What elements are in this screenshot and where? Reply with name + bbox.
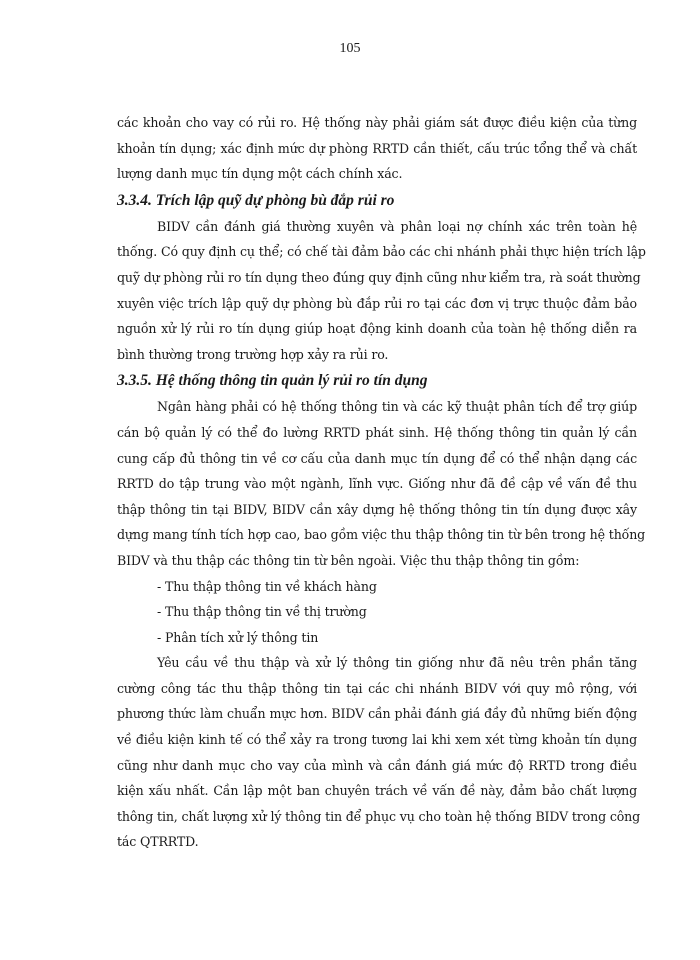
page-body	[117, 110, 646, 855]
text-line: Yêu cầu về thu thập và xử lý thông tin giống như đã nêu trên phần tăng	[157, 655, 637, 671]
text-line: thông tin, chất lượng xử lý thông tin để phục vụ cho toàn hệ thống BIDV trong công	[117, 808, 641, 824]
text-line: kiện xấu nhất. Cần lập một ban chuyên trách về vấn đề này, đảm bảo chất lượng	[117, 783, 637, 799]
list-item: - Thu thập thông tin về khách hàng	[157, 578, 377, 594]
text-line: các khoản cho vay có rủi ro. Hệ thống này phải giám sát được điều kiện của từng	[117, 115, 637, 130]
text-line: nguồn xử lý rủi ro tín dụng giúp hoạt động kinh doanh của toàn hệ thống diễn ra	[117, 321, 637, 337]
text-line: dựng mang tính tích hợp cao, bao gồm việc thu thập thông tin từ bên trong hệ thống	[117, 527, 646, 543]
bullet-list	[117, 574, 637, 651]
text-line: về điều kiện kinh tế có thể xảy ra trong tương lai khi xem xét từng khoản tín dụng	[117, 732, 637, 748]
page-number: 105	[339, 41, 361, 56]
text-line: quỹ dự phòng rủi ro tín dụng theo đúng quy định cũng như kiểm tra, rà soát thường	[117, 269, 641, 285]
paragraph-provisioning	[117, 214, 646, 368]
paragraph-information-system	[117, 394, 646, 573]
paragraph-requirements	[117, 650, 641, 855]
text-line: thập thông tin tại BIDV, BIDV cần xây dựng hệ thống thông tin tín dụng được xây	[117, 501, 637, 517]
text-line: cường công tác thu thập thông tin tại các chi nhánh BIDV với quy mô rộng, với	[117, 680, 637, 696]
text-line: RRTD do tập trung vào một ngành, lĩnh vực. Giống như đã đề cập về vấn đề thu	[117, 476, 637, 492]
text-line: BIDV cần đánh giá thường xuyên và phân loại nợ chính xác trên toàn hệ	[157, 218, 637, 234]
text-line: xuyên việc trích lập quỹ dự phòng bù đắp rủi ro tại các đơn vị trực thuộc đảm bảo	[117, 295, 637, 311]
paragraph-credit-monitoring	[117, 110, 637, 187]
text-line: khoản tín dụng; xác định mức dự phòng RRTD cần thiết, cấu trúc tổng thể và chất	[117, 140, 637, 156]
text-line: cũng như danh mục cho vay của mình và cần đánh giá mức độ RRTD trong điều	[117, 757, 637, 773]
list-item: - Phân tích xử lý thông tin	[157, 629, 319, 645]
text-line: BIDV và thu thập các thông tin từ bên ngoài. Việc thu thập thông tin gồm:	[117, 552, 580, 568]
text-line: Ngân hàng phải có hệ thống thông tin và các kỹ thuật phân tích để trợ giúp	[157, 399, 637, 415]
text-line: tác QTRRTD.	[117, 834, 199, 850]
section-heading-3-3-5: 3.3.5. Hệ thống thông tin quản lý rủi ro tín dụng	[117, 372, 428, 390]
text-line: cán bộ quản lý có thể đo lường RRTD phát sinh. Hệ thống thông tin quản lý cần	[117, 424, 637, 440]
list-item: - Thu thập thông tin về thị trường	[157, 604, 367, 620]
text-line: cung cấp đủ thông tin về cơ cấu của danh mục tín dụng để có thể nhận dạng các	[117, 450, 637, 466]
text-line: lượng danh mục tín dụng một cách chính xác.	[117, 166, 403, 182]
text-line: phương thức làm chuẩn mực hơn. BIDV cần phải đánh giá đầy đủ những biến động	[117, 706, 637, 722]
text-line: bình thường trong trường hợp xảy ra rủi ro.	[117, 346, 389, 362]
text-line: thống. Có quy định cụ thể; có chế tài đảm bảo các chi nhánh phải thực hiện trích lập	[117, 244, 646, 260]
section-heading-3-3-4: 3.3.4. Trích lập quỹ dự phòng bù đắp rủi ro	[117, 191, 395, 209]
